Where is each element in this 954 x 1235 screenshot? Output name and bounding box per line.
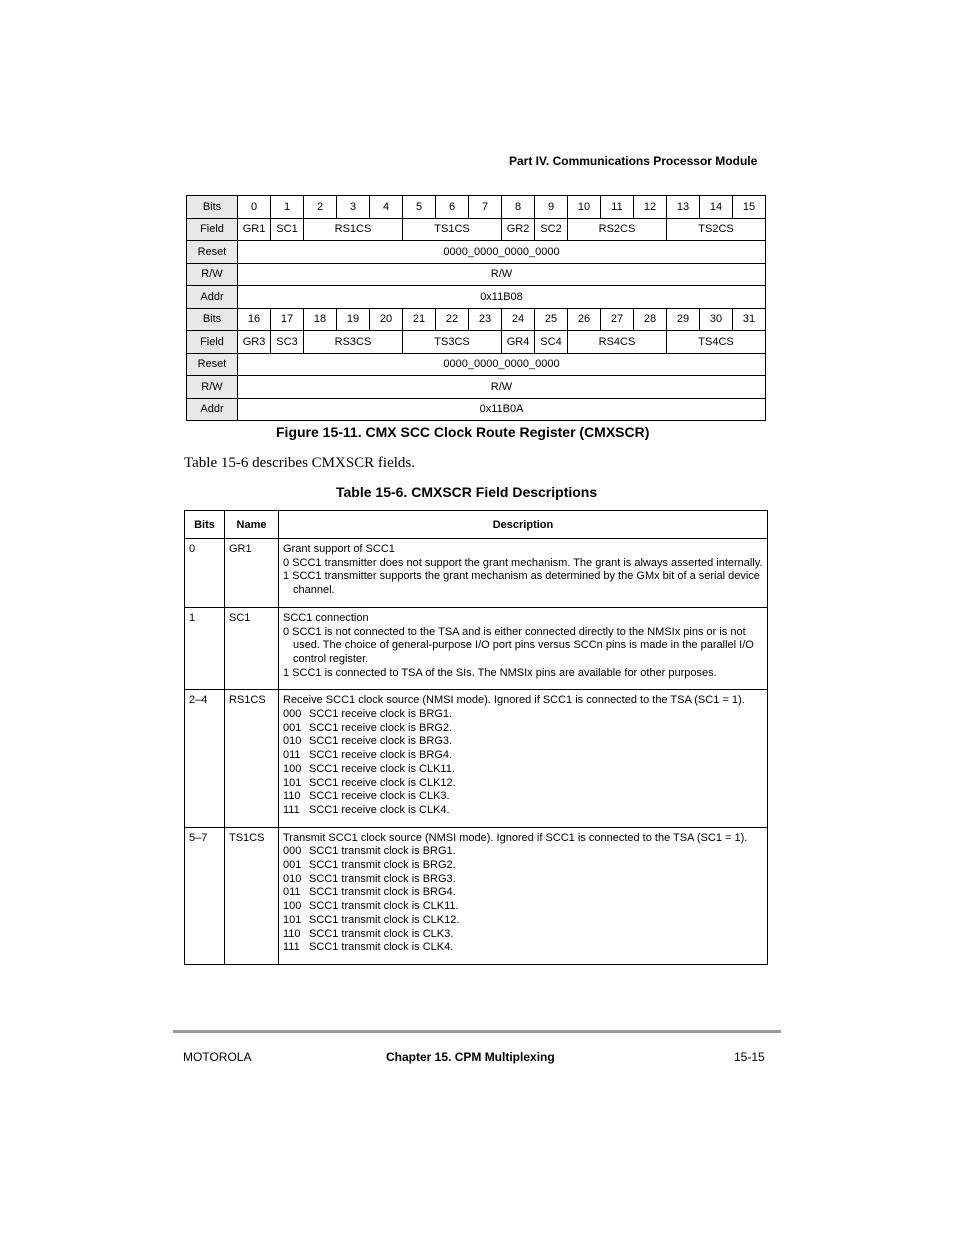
upper-field-row [187, 218, 766, 241]
reset-value: 0000_0000_0000_0000 [238, 241, 766, 264]
bit-number: 25 [535, 308, 568, 331]
code-text: SCC1 transmit clock is CLK11. [309, 900, 459, 913]
row-label-field: Field [187, 218, 238, 241]
code-line [283, 928, 763, 942]
bit-number: 29 [667, 308, 700, 331]
field-name: RS1CS [304, 218, 403, 241]
code-value: 001 [283, 859, 302, 872]
description-item: 1 SCC1 is connected to TSA of the SIs. The NMSIx pins are available for other purposes. [283, 666, 717, 679]
bit-number: 20 [370, 308, 403, 331]
code-text: SCC1 transmit clock is CLK3. [309, 927, 454, 940]
code-line [283, 914, 763, 928]
lower-reset-row [187, 353, 766, 376]
code-value: 110 [283, 927, 301, 940]
description-cell [279, 607, 768, 690]
name-cell: TS1CS [225, 827, 279, 964]
bit-number: 5 [403, 196, 436, 219]
row-label-bits: Bits [187, 196, 238, 219]
bit-number: 2 [304, 196, 337, 219]
code-text: SCC1 receive clock is BRG2. [309, 721, 453, 734]
code-text: SCC1 receive clock is BRG1. [309, 708, 453, 721]
code-line [283, 886, 763, 900]
code-text: SCC1 receive clock is CLK3. [309, 790, 450, 803]
description-title: Grant support of SCC1 [283, 543, 395, 555]
bit-number: 9 [535, 196, 568, 219]
running-header: Part IV. Communications Processor Module [509, 154, 758, 168]
bit-number: 23 [469, 308, 502, 331]
code-value: 111 [283, 803, 300, 816]
field-name: GR3 [238, 331, 271, 354]
bit-number: 8 [502, 196, 535, 219]
bits-cell: 0 [185, 539, 225, 608]
field-name: RS3CS [304, 331, 403, 354]
field-descriptions-table [184, 510, 768, 965]
field-name: SC1 [271, 218, 304, 241]
name-cell: RS1CS [225, 690, 279, 827]
bit-number: 4 [370, 196, 403, 219]
code-line [283, 859, 763, 873]
code-value: 011 [283, 749, 301, 762]
code-value: 101 [283, 776, 302, 789]
description-title: SCC1 connection [283, 611, 369, 624]
upper-bits-row [187, 196, 766, 219]
bit-number: 31 [733, 308, 766, 331]
rw-value: R/W [238, 376, 766, 399]
figure-caption: Figure 15-11. CMX SCC Clock Route Register (CMXSCR) [276, 424, 650, 440]
code-text: SCC1 receive clock is CLK4. [309, 803, 450, 816]
code-value: 111 [283, 941, 300, 954]
lower-rw-row [187, 376, 766, 399]
bit-number: 7 [469, 196, 502, 219]
bit-number: 16 [238, 308, 271, 331]
field-name: RS4CS [568, 331, 667, 354]
bit-number: 22 [436, 308, 469, 331]
field-name: TS2CS [667, 218, 766, 241]
field-name: TS4CS [667, 331, 766, 354]
code-value: 110 [283, 790, 301, 803]
description-cell [279, 690, 768, 827]
table-row [185, 827, 768, 964]
bit-number: 18 [304, 308, 337, 331]
code-value: 010 [283, 735, 302, 748]
bits-cell: 2–4 [185, 690, 225, 827]
bit-number: 24 [502, 308, 535, 331]
bits-cell: 5–7 [185, 827, 225, 964]
field-name: GR1 [238, 218, 271, 241]
code-value: 000 [283, 845, 302, 858]
addr-value: 0x11B08 [238, 286, 766, 309]
code-text: SCC1 transmit clock is CLK4. [309, 941, 454, 954]
table-header-row [185, 511, 768, 539]
lower-field-row [187, 331, 766, 354]
upper-addr-row [187, 286, 766, 309]
body-paragraph: Table 15-6 describes CMXSCR fields. [184, 455, 416, 471]
row-label-rw: R/W [187, 376, 238, 399]
field-name: TS1CS [403, 218, 502, 241]
addr-value: 0x11B0A [238, 398, 766, 421]
code-text: SCC1 transmit clock is BRG4. [309, 886, 456, 899]
table-row [185, 539, 768, 608]
bit-number: 3 [337, 196, 370, 219]
description-item: 1 SCC1 transmitter supports the grant mechanism as determined by the GMx bit of a serial device channel. [283, 570, 760, 597]
column-header-description: Description [279, 511, 768, 539]
code-text: SCC1 receive clock is CLK11. [309, 762, 455, 775]
code-text: SCC1 transmit clock is BRG2. [309, 859, 456, 872]
row-label-reset: Reset [187, 241, 238, 264]
code-line [283, 845, 763, 859]
code-value: 001 [283, 721, 302, 734]
code-line [283, 735, 763, 749]
bit-number: 21 [403, 308, 436, 331]
bit-number: 1 [271, 196, 304, 219]
bit-number: 13 [667, 196, 700, 219]
bit-number: 15 [733, 196, 766, 219]
footer-divider [173, 1030, 781, 1033]
code-line [283, 790, 763, 804]
code-line [283, 873, 763, 887]
description-cell [279, 827, 768, 964]
footer-company: MOTOROLA [183, 1050, 252, 1064]
code-value: 100 [283, 762, 302, 775]
bit-number: 28 [634, 308, 667, 331]
code-value: 000 [283, 708, 302, 721]
code-line [283, 900, 763, 914]
code-text: SCC1 transmit clock is BRG3. [309, 872, 456, 885]
bit-number: 27 [601, 308, 634, 331]
code-line [283, 763, 763, 777]
code-value: 101 [283, 913, 302, 926]
field-name: SC3 [271, 331, 304, 354]
row-label-rw: R/W [187, 263, 238, 286]
field-name: TS3CS [403, 331, 502, 354]
bits-cell: 1 [185, 607, 225, 690]
table-caption: Table 15-6. CMXSCR Field Descriptions [336, 484, 598, 500]
row-label-addr: Addr [187, 398, 238, 421]
table-row [185, 607, 768, 690]
reset-value: 0000_0000_0000_0000 [238, 353, 766, 376]
lower-addr-row [187, 398, 766, 421]
lower-bits-row [187, 308, 766, 331]
bit-number: 26 [568, 308, 601, 331]
name-cell: GR1 [225, 539, 279, 608]
row-label-reset: Reset [187, 353, 238, 376]
code-line [283, 708, 763, 722]
field-name: SC4 [535, 331, 568, 354]
description-title: Receive SCC1 clock source (NMSI mode). Ignored if SCC1 is connected to the TSA (SC1 = 1). [283, 694, 745, 707]
row-label-addr: Addr [187, 286, 238, 309]
rw-value: R/W [238, 263, 766, 286]
bit-number: 30 [700, 308, 733, 331]
field-name: GR2 [502, 218, 535, 241]
register-figure [186, 195, 766, 421]
code-text: SCC1 receive clock is BRG4. [309, 749, 453, 762]
code-line [283, 777, 763, 791]
bit-number: 19 [337, 308, 370, 331]
column-header-name: Name [225, 511, 279, 539]
row-label-bits: Bits [187, 308, 238, 331]
bit-number: 12 [634, 196, 667, 219]
code-line [283, 804, 763, 818]
code-line [283, 749, 763, 763]
field-name: SC2 [535, 218, 568, 241]
code-text: SCC1 transmit clock is BRG1. [309, 845, 456, 858]
field-name: RS2CS [568, 218, 667, 241]
column-header-bits: Bits [185, 511, 225, 539]
code-line [283, 722, 763, 736]
row-label-field: Field [187, 331, 238, 354]
table-row [185, 690, 768, 827]
bit-number: 17 [271, 308, 304, 331]
bit-number: 14 [700, 196, 733, 219]
bit-number: 11 [601, 196, 634, 219]
code-value: 011 [283, 886, 301, 899]
footer-chapter: Chapter 15. CPM Multiplexing [386, 1050, 555, 1064]
code-text: SCC1 receive clock is BRG3. [309, 735, 453, 748]
field-name: GR4 [502, 331, 535, 354]
name-cell: SC1 [225, 607, 279, 690]
page-number: 15-15 [734, 1050, 765, 1064]
bit-number: 0 [238, 196, 271, 219]
code-value: 100 [283, 900, 302, 913]
code-text: SCC1 receive clock is CLK12. [309, 776, 456, 789]
description-title: Transmit SCC1 clock source (NMSI mode). Ignored if SCC1 is connected to the TSA (SC1 = 1). [283, 831, 748, 844]
code-line [283, 941, 763, 955]
description-item: 0 SCC1 is not connected to the TSA and is either connected directly to the NMSIx pins or is not used. The choice of general-purpose I/O port pins versus SCCn pins is made in the parallel I/O control register. [283, 625, 754, 665]
upper-rw-row [187, 263, 766, 286]
description-item: 0 SCC1 transmitter does not support the grant mechanism. The grant is always asserted internally. [283, 556, 763, 569]
code-value: 010 [283, 872, 302, 885]
description-cell [279, 539, 768, 608]
upper-reset-row [187, 241, 766, 264]
bit-number: 10 [568, 196, 601, 219]
bit-number: 6 [436, 196, 469, 219]
code-text: SCC1 transmit clock is CLK12. [309, 913, 460, 926]
